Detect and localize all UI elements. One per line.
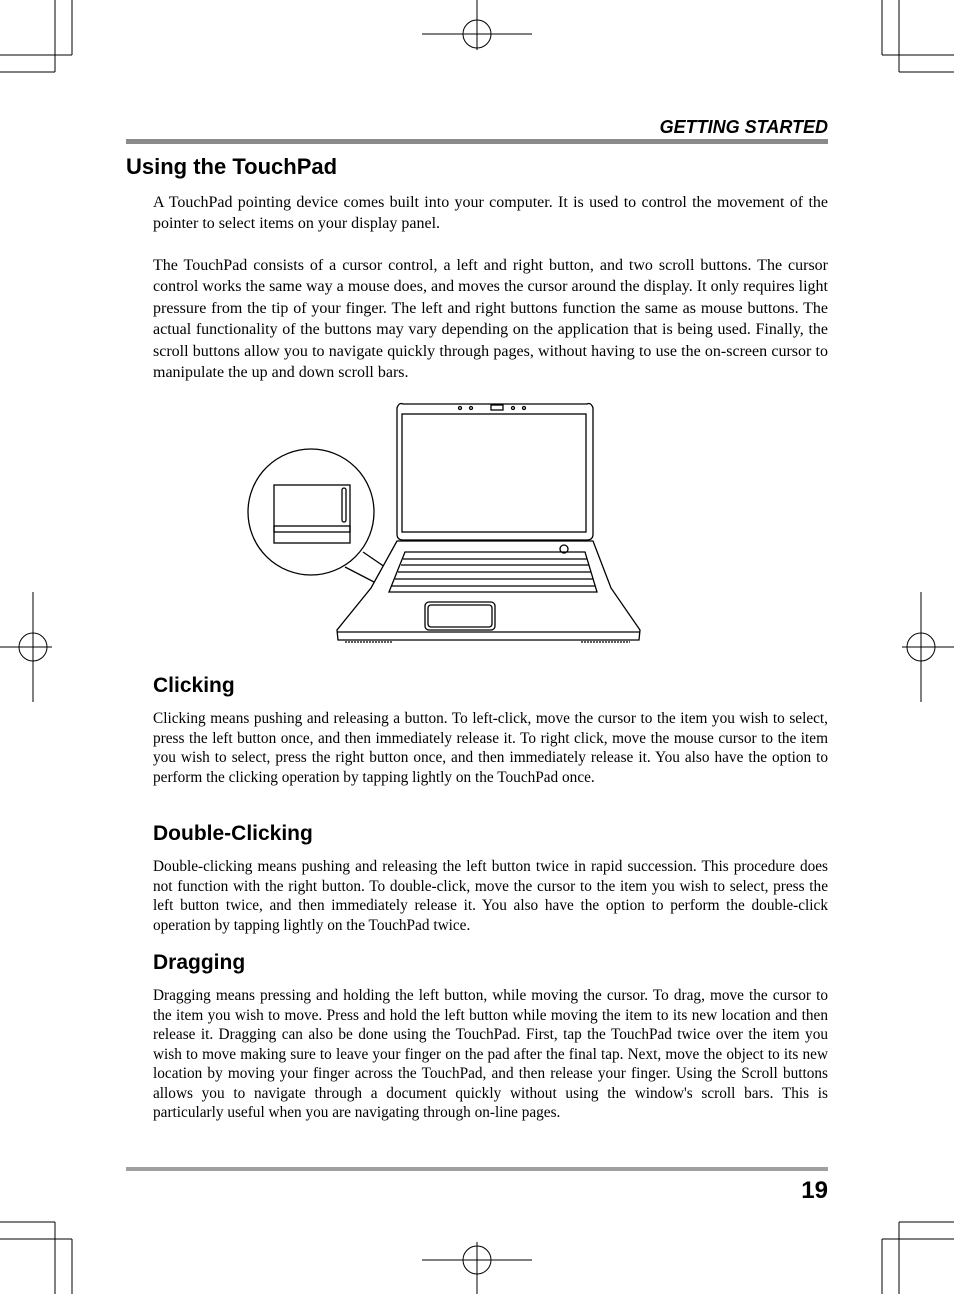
laptop-touchpad-illustration [245, 400, 645, 650]
double-clicking-heading: Double-Clicking [153, 822, 313, 845]
dragging-text: Dragging means pressing and holding the left button, while moving the cursor. To drag, move the cursor to the item you wish to move. Press and hold the left button while moving the item to its new location and then release it. Dragging can also be done using the TouchPad. First, tap the TouchPad twice over the item you wish to move making sure to leave your finger on the pad after the final tap. Next, move the object to its new location by moving your finger across the TouchPad, and then release your finger. Using the Scroll buttons allows you to navigate through a document quickly without using the window's scroll bars. This is particularly useful when you are navigating through on-line pages. [153, 987, 828, 1121]
header-rule [126, 139, 828, 144]
page-title: Using the TouchPad [126, 154, 338, 179]
double-clicking-text: Double-clicking means pushing and releasing the left button twice in rapid succession. This procedure does not function with the right button. To double-click, move the cursor to the item you wish to select, press the left button twice, and then immediately release it. You also have the option to perform the double-click operation by tapping lightly on the TouchPad twice. [153, 858, 828, 934]
intro-paragraph-2: The TouchPad consists of a cursor control, a left and right button, and two scroll buttons. The cursor control works the same way a mouse does, and moves the cursor around the display. It only requires light pressure from the tip of your finger. The left and right buttons function the same as mouse buttons. The actual functionality of the buttons may vary depending on the application that is being used. Finally, the scroll buttons allow you to navigate quickly through pages, without having to use the on-screen cursor to manipulate the up and down scroll bars. [153, 257, 828, 382]
page-number: 19 [801, 1177, 828, 1204]
clicking-heading: Clicking [153, 674, 235, 697]
section-header: GETTING STARTED [659, 117, 828, 137]
footer-rule [126, 1167, 828, 1171]
clicking-text: Clicking means pushing and releasing a button. To left-click, move the cursor to the item you wish to select, press the left button once, and then immediately release it. To right click, move the mouse cursor to the item you wish to select, press the right button once, and then immediately release it. You also have the option to perform the clicking operation by tapping lightly on the TouchPad once. [153, 710, 828, 786]
dragging-heading: Dragging [153, 951, 246, 974]
intro-paragraph-1: A TouchPad pointing device comes built into your computer. It is used to control the movement of the pointer to select items on your display panel. [153, 194, 828, 233]
